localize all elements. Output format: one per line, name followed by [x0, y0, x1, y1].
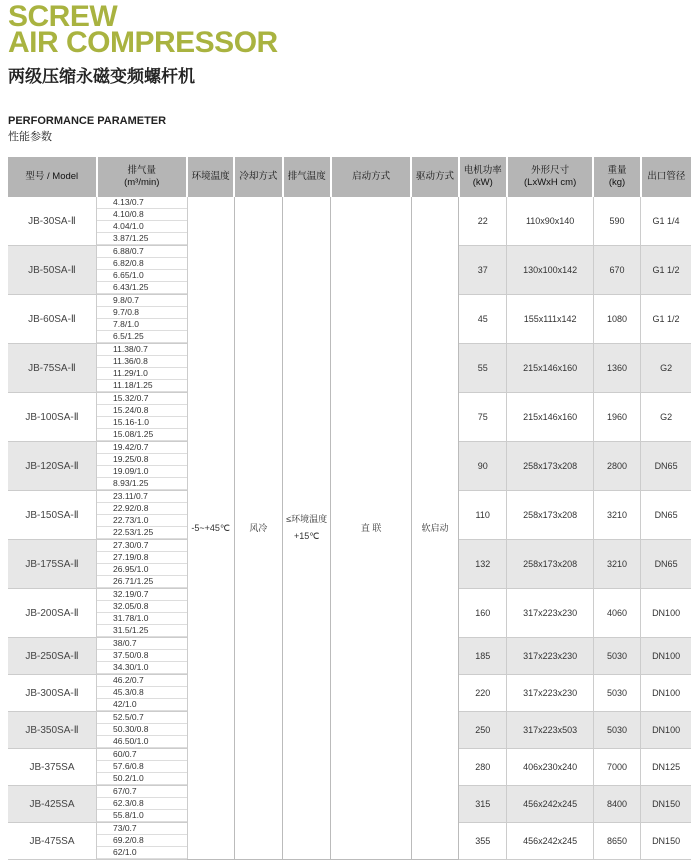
power-cell: 75 [459, 393, 507, 442]
header-outlet: 出口管径 [641, 157, 691, 197]
header-weight: 重量 (kg) [593, 157, 640, 197]
flow-value: 62.3/0.8 [97, 798, 187, 810]
flow-value: 42/1.0 [97, 699, 187, 711]
cooling-cell [234, 197, 282, 860]
size-cell: 456x242x245 [507, 823, 594, 860]
model-cell: JB-175SA-Ⅱ [8, 540, 97, 589]
size-cell: 258x173x208 [507, 491, 594, 540]
outlet-cell: DN65 [641, 540, 691, 589]
flow-value: 6.65/1.0 [97, 270, 187, 282]
size-cell: 155x111x142 [507, 295, 594, 344]
power-cell: 110 [459, 491, 507, 540]
size-cell: 258x173x208 [507, 540, 594, 589]
flow-value: 37.50/0.8 [97, 650, 187, 662]
model-cell: JB-300SA-Ⅱ [8, 675, 97, 712]
weight-cell: 7000 [593, 749, 640, 786]
weight-cell: 1360 [593, 344, 640, 393]
flow-value: 67/0.7 [97, 786, 187, 798]
flow-cell [97, 540, 188, 589]
drive-mode-value: 软启动 [421, 522, 449, 533]
flow-cell [97, 823, 188, 860]
size-cell: 406x230x240 [507, 749, 594, 786]
flow-value: 7.8/1.0 [97, 319, 187, 331]
start-mode-cell [331, 197, 411, 860]
weight-cell: 670 [593, 246, 640, 295]
flow-value: 15.32/0.7 [97, 393, 187, 405]
exhaust-temp-line2: +15℃ [294, 531, 320, 541]
flow-value: 6.43/1.25 [97, 282, 187, 294]
exhaust-temp-line1: ≤环境温度 [286, 514, 328, 524]
weight-cell: 2800 [593, 442, 640, 491]
flow-value: 57.6/0.8 [97, 761, 187, 773]
header-cooling: 冷却方式 [234, 157, 282, 197]
flow-value: 22.73/1.0 [97, 515, 187, 527]
flow-cell [97, 344, 188, 393]
outlet-cell: DN100 [641, 589, 691, 638]
outlet-cell: DN150 [641, 786, 691, 823]
model-cell: JB-425SA [8, 786, 97, 823]
model-cell: JB-250SA-Ⅱ [8, 638, 97, 675]
power-cell: 185 [459, 638, 507, 675]
flow-value: 4.04/1.0 [97, 221, 187, 233]
ambient-temp-cell [187, 197, 234, 860]
ambient-temp-value: -5~+45℃ [191, 522, 230, 533]
power-cell: 45 [459, 295, 507, 344]
power-cell: 55 [459, 344, 507, 393]
weight-cell: 3210 [593, 540, 640, 589]
flow-cell [97, 393, 188, 442]
weight-cell: 5030 [593, 712, 640, 749]
flow-value: 73/0.7 [97, 823, 187, 835]
header-drive: 驱动方式 [411, 157, 458, 197]
size-cell: 215x146x160 [507, 393, 594, 442]
flow-cell [97, 786, 188, 823]
table-header-row [8, 157, 691, 197]
weight-cell: 8400 [593, 786, 640, 823]
size-cell: 317x223x230 [507, 589, 594, 638]
size-cell: 130x100x142 [507, 246, 594, 295]
outlet-cell: G1 1/4 [641, 197, 691, 246]
outlet-cell: DN100 [641, 712, 691, 749]
model-cell: JB-60SA-Ⅱ [8, 295, 97, 344]
flow-value: 27.19/0.8 [97, 552, 187, 564]
flow-cell [97, 638, 188, 675]
flow-value: 32.19/0.7 [97, 589, 187, 601]
flow-value: 11.38/0.7 [97, 344, 187, 356]
size-cell: 317x223x230 [507, 675, 594, 712]
size-cell: 317x223x503 [507, 712, 594, 749]
exhaust-temp-cell [283, 197, 331, 860]
flow-value: 46.2/0.7 [97, 675, 187, 687]
flow-value: 15.16-1.0 [97, 417, 187, 429]
subtitle-chinese: 两级压缩永磁变频螺杆机 [8, 67, 195, 87]
model-cell: JB-475SA [8, 823, 97, 860]
weight-cell: 3210 [593, 491, 640, 540]
flow-cell [97, 442, 188, 491]
outlet-cell: DN125 [641, 749, 691, 786]
power-cell: 355 [459, 823, 507, 860]
model-cell: JB-75SA-Ⅱ [8, 344, 97, 393]
outlet-cell: G1 1/2 [641, 246, 691, 295]
flow-value: 19.42/0.7 [97, 442, 187, 454]
flow-value: 27.30/0.7 [97, 540, 187, 552]
flow-value: 6.82/0.8 [97, 258, 187, 270]
model-cell: JB-200SA-Ⅱ [8, 589, 97, 638]
flow-cell [97, 197, 188, 246]
size-cell: 258x173x208 [507, 442, 594, 491]
flow-value: 34.30/1.0 [97, 662, 187, 674]
flow-value: 9.7/0.8 [97, 307, 187, 319]
flow-value: 31.78/1.0 [97, 613, 187, 625]
power-cell: 37 [459, 246, 507, 295]
flow-value: 11.29/1.0 [97, 368, 187, 380]
outlet-cell: DN150 [641, 823, 691, 860]
flow-value: 9.8/0.7 [97, 295, 187, 307]
size-cell: 215x146x160 [507, 344, 594, 393]
outlet-cell: DN65 [641, 442, 691, 491]
outlet-cell: DN100 [641, 638, 691, 675]
flow-value: 4.13/0.7 [97, 197, 187, 209]
outlet-cell: G2 [641, 344, 691, 393]
power-cell: 22 [459, 197, 507, 246]
header-size: 外形尺寸 (LxWxH cm) [507, 157, 594, 197]
header-power: 电机功率 (kW) [459, 157, 507, 197]
section-title-en: PERFORMANCE PARAMETER [8, 115, 167, 127]
flow-value: 31.5/1.25 [97, 625, 187, 637]
header-model: 型号 / Model [8, 157, 97, 197]
weight-cell: 5030 [593, 675, 640, 712]
flow-value: 15.24/0.8 [97, 405, 187, 417]
flow-value: 32.05/0.8 [97, 601, 187, 613]
flow-value: 26.71/1.25 [97, 576, 187, 588]
model-cell: JB-30SA-Ⅱ [8, 197, 97, 246]
header-exhaust: 排气温度 [283, 157, 331, 197]
model-cell: JB-100SA-Ⅱ [8, 393, 97, 442]
flow-value: 11.18/1.25 [97, 380, 187, 392]
flow-cell [97, 246, 188, 295]
weight-cell: 5030 [593, 638, 640, 675]
section-title-cn: 性能参数 [8, 130, 52, 143]
flow-value: 60/0.7 [97, 749, 187, 761]
outlet-cell: G1 1/2 [641, 295, 691, 344]
flow-value: 46.50/1.0 [97, 736, 187, 748]
flow-value: 6.88/0.7 [97, 246, 187, 258]
outlet-cell: G2 [641, 393, 691, 442]
power-cell: 160 [459, 589, 507, 638]
flow-value: 52.5/0.7 [97, 712, 187, 724]
outlet-cell: DN100 [641, 675, 691, 712]
flow-value: 19.09/1.0 [97, 466, 187, 478]
power-cell: 220 [459, 675, 507, 712]
power-cell: 280 [459, 749, 507, 786]
outlet-cell: DN65 [641, 491, 691, 540]
start-mode-value: 直 联 [360, 522, 382, 533]
weight-cell: 8650 [593, 823, 640, 860]
header-ambient: 环境温度 [187, 157, 234, 197]
flow-value: 69.2/0.8 [97, 835, 187, 847]
power-cell: 250 [459, 712, 507, 749]
weight-cell: 590 [593, 197, 640, 246]
flow-value: 19.25/0.8 [97, 454, 187, 466]
flow-value: 38/0.7 [97, 638, 187, 650]
model-cell: JB-50SA-Ⅱ [8, 246, 97, 295]
flow-value: 50.30/0.8 [97, 724, 187, 736]
flow-value: 50.2/1.0 [97, 773, 187, 785]
power-cell: 315 [459, 786, 507, 823]
weight-cell: 1080 [593, 295, 640, 344]
table-body [8, 197, 691, 860]
flow-cell [97, 749, 188, 786]
drive-mode-cell [411, 197, 458, 860]
flow-value: 55.8/1.0 [97, 810, 187, 822]
title-screw: SCREW [8, 0, 118, 33]
flow-value: 11.36/0.8 [97, 356, 187, 368]
flow-cell [97, 589, 188, 638]
power-cell: 90 [459, 442, 507, 491]
flow-value: 45.3/0.8 [97, 687, 187, 699]
flow-value: 22.92/0.8 [97, 503, 187, 515]
cooling-value: 风冷 [249, 522, 268, 533]
flow-value: 22.53/1.25 [97, 527, 187, 539]
size-cell: 456x242x245 [507, 786, 594, 823]
flow-value: 3.87/1.25 [97, 233, 187, 245]
weight-cell: 1960 [593, 393, 640, 442]
model-cell: JB-150SA-Ⅱ [8, 491, 97, 540]
performance-table [8, 157, 691, 860]
flow-value: 62/1.0 [97, 847, 187, 859]
title-air-compressor: AIR COMPRESSOR [8, 26, 278, 59]
power-cell: 132 [459, 540, 507, 589]
flow-value: 4.10/0.8 [97, 209, 187, 221]
weight-cell: 4060 [593, 589, 640, 638]
model-cell: JB-375SA [8, 749, 97, 786]
size-cell: 317x223x230 [507, 638, 594, 675]
model-cell: JB-120SA-Ⅱ [8, 442, 97, 491]
flow-cell [97, 675, 188, 712]
flow-value: 26.95/1.0 [97, 564, 187, 576]
flow-cell [97, 712, 188, 749]
flow-value: 23.11/0.7 [97, 491, 187, 503]
size-cell: 110x90x140 [507, 197, 594, 246]
flow-value: 8.93/1.25 [97, 478, 187, 490]
flow-value: 6.5/1.25 [97, 331, 187, 343]
header-start: 启动方式 [331, 157, 411, 197]
table-row [8, 197, 691, 246]
flow-cell [97, 295, 188, 344]
flow-value: 15.08/1.25 [97, 429, 187, 441]
header-flow: 排气量 (m³/min) [97, 157, 188, 197]
model-cell: JB-350SA-Ⅱ [8, 712, 97, 749]
flow-cell [97, 491, 188, 540]
